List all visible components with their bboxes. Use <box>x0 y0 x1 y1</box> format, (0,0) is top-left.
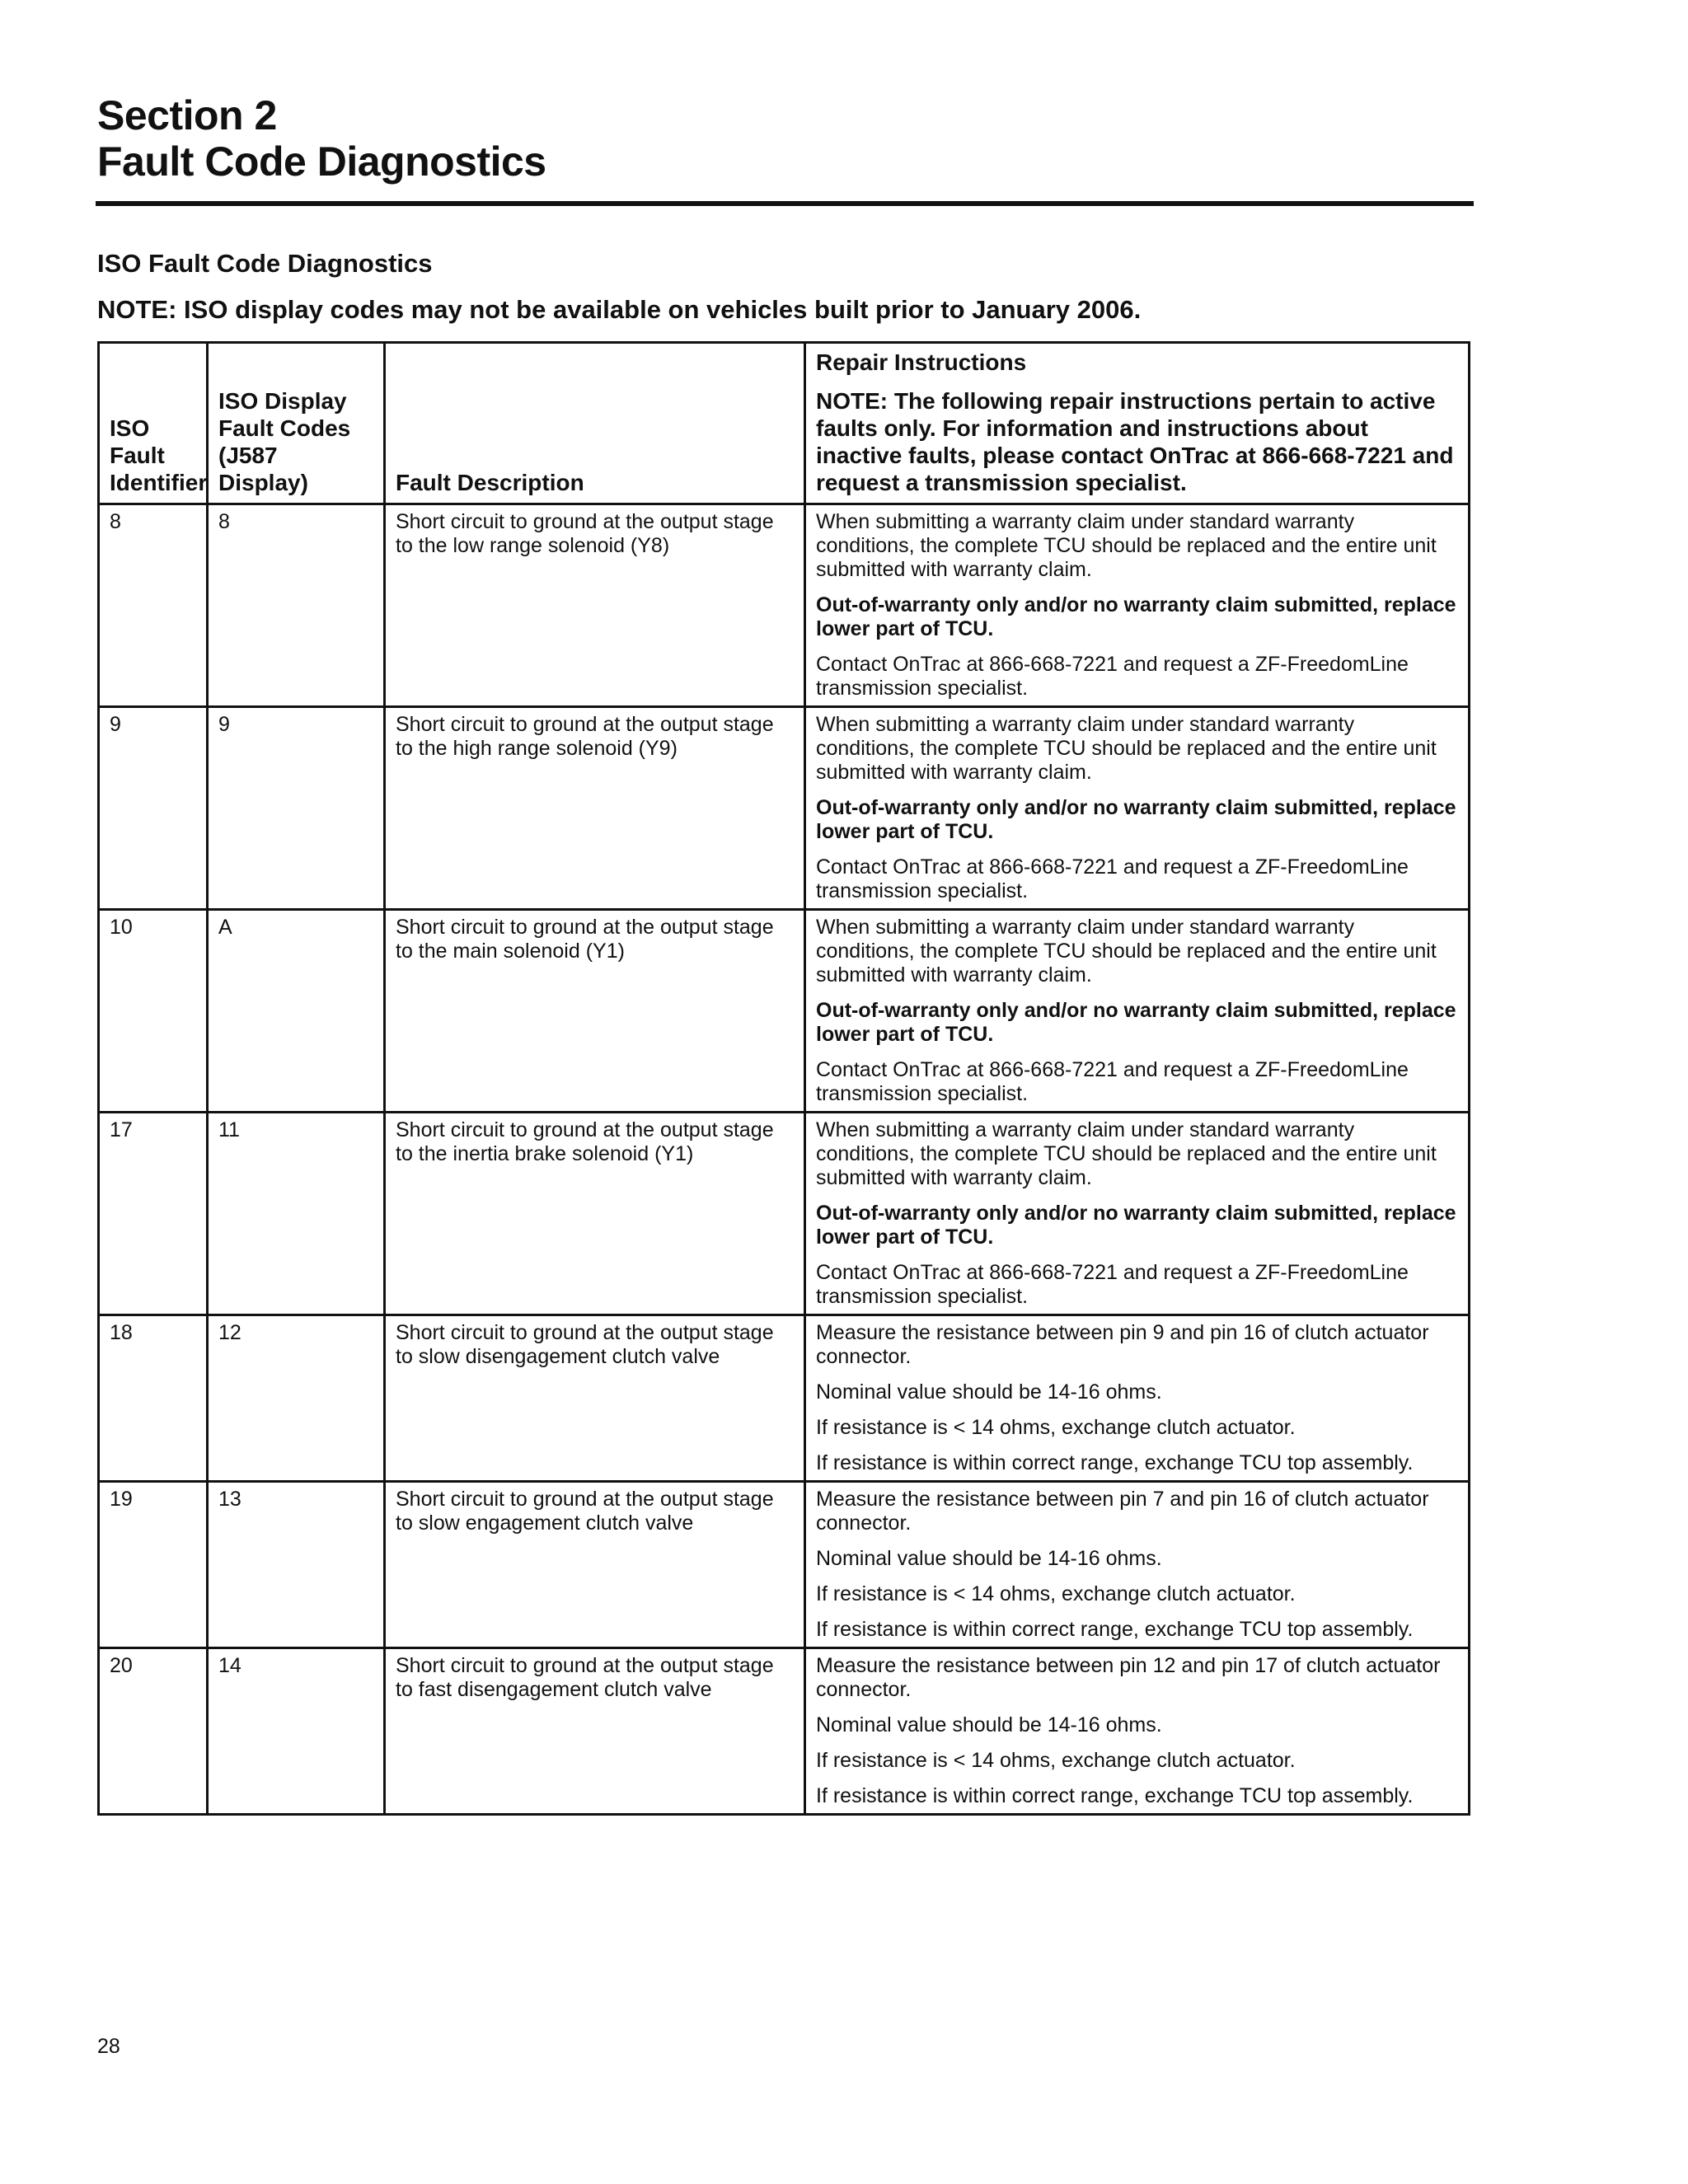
repair-step-bold: Out-of-warranty only and/or no warranty claim submitted, replace lower part of TCU. <box>816 999 1456 1046</box>
header-iso-display-codes: ISO Display Fault Codes (J587 Display) <box>208 343 385 504</box>
repair-step: Nominal value should be 14-16 ohms. <box>816 1547 1162 1570</box>
cell-iso-display-code: 11 <box>208 1113 385 1315</box>
repair-step: Contact OnTrac at 866-668-7221 and request a ZF-FreedomLine transmission specialist. <box>816 653 1409 700</box>
header-iso-fault-identifier: ISO Fault Identifier <box>99 343 208 504</box>
repair-step-bold: Out-of-warranty only and/or no warranty claim submitted, replace lower part of TCU. <box>816 593 1456 640</box>
cell-fault-description: Short circuit to ground at the output stage to slow engagement clutch valve <box>385 1482 805 1648</box>
subheading: ISO Fault Code Diagnostics <box>97 249 433 278</box>
cell-iso-display-code: 13 <box>208 1482 385 1648</box>
table-body <box>99 504 1470 1815</box>
repair-step: Nominal value should be 14-16 ohms. <box>816 1380 1162 1404</box>
repair-step-bold: Out-of-warranty only and/or no warranty claim submitted, replace lower part of TCU. <box>816 1202 1456 1249</box>
cell-iso-display-code: 9 <box>208 707 385 910</box>
repair-step: When submitting a warranty claim under standard warranty conditions, the complete TCU should be replaced and the entire unit submitted with warranty claim. <box>816 916 1437 987</box>
cell-iso-fault-identifier: 10 <box>99 910 208 1113</box>
cell-repair-instructions <box>805 1315 1470 1482</box>
cell-repair-instructions <box>805 1113 1470 1315</box>
cell-fault-description: Short circuit to ground at the output stage to the main solenoid (Y1) <box>385 910 805 1113</box>
table-row <box>99 1648 1470 1815</box>
repair-step: If resistance is < 14 ohms, exchange clutch actuator. <box>816 1749 1296 1772</box>
cell-iso-display-code: 12 <box>208 1315 385 1482</box>
repair-step: Measure the resistance between pin 12 and pin 17 of clutch actuator connector. <box>816 1654 1441 1701</box>
section-header <box>97 92 1474 185</box>
cell-repair-instructions <box>805 1482 1470 1648</box>
vehicle-note: NOTE: ISO display codes may not be available on vehicles built prior to January 2006. <box>97 295 1142 324</box>
cell-fault-description: Short circuit to ground at the output stage to the low range solenoid (Y8) <box>385 504 805 707</box>
repair-step-bold: Out-of-warranty only and/or no warranty claim submitted, replace lower part of TCU. <box>816 796 1456 843</box>
repair-step: If resistance is < 14 ohms, exchange clutch actuator. <box>816 1416 1296 1439</box>
table-row <box>99 504 1470 707</box>
repair-instructions-note: NOTE: The following repair instructions pertain to active faults only. For information and instructions about inactive faults, please contact OnTrac at 866-668-7221 and request a transmission specialist. <box>816 388 1454 495</box>
repair-step: When submitting a warranty claim under standard warranty conditions, the complete TCU should be replaced and the entire unit submitted with warranty claim. <box>816 1118 1437 1189</box>
cell-fault-description: Short circuit to ground at the output stage to fast disengagement clutch valve <box>385 1648 805 1815</box>
repair-instructions-title: Repair Instructions <box>816 349 1027 375</box>
repair-step: Contact OnTrac at 866-668-7221 and request a ZF-FreedomLine transmission specialist. <box>816 1261 1409 1308</box>
cell-fault-description: Short circuit to ground at the output stage to the inertia brake solenoid (Y1) <box>385 1113 805 1315</box>
cell-repair-instructions <box>805 910 1470 1113</box>
header-rule <box>96 201 1474 206</box>
repair-step: Measure the resistance between pin 7 and pin 16 of clutch actuator connector. <box>816 1488 1429 1535</box>
cell-iso-fault-identifier: 9 <box>99 707 208 910</box>
section-number: Section 2 <box>97 92 277 138</box>
cell-repair-instructions <box>805 1648 1470 1815</box>
cell-fault-description: Short circuit to ground at the output stage to the high range solenoid (Y9) <box>385 707 805 910</box>
table-row <box>99 707 1470 910</box>
table-row <box>99 1482 1470 1648</box>
cell-repair-instructions <box>805 504 1470 707</box>
repair-step: When submitting a warranty claim under standard warranty conditions, the complete TCU should be replaced and the entire unit submitted with warranty claim. <box>816 713 1437 784</box>
cell-iso-fault-identifier: 17 <box>99 1113 208 1315</box>
cell-iso-fault-identifier: 18 <box>99 1315 208 1482</box>
header-repair-instructions <box>805 343 1470 504</box>
header-fault-description: Fault Description <box>385 343 805 504</box>
repair-step: Nominal value should be 14-16 ohms. <box>816 1713 1162 1736</box>
repair-step: Measure the resistance between pin 9 and pin 16 of clutch actuator connector. <box>816 1321 1429 1368</box>
table-row <box>99 1315 1470 1482</box>
cell-iso-fault-identifier: 19 <box>99 1482 208 1648</box>
table-row <box>99 1113 1470 1315</box>
cell-fault-description: Short circuit to ground at the output stage to slow disengagement clutch valve <box>385 1315 805 1482</box>
cell-iso-display-code: 8 <box>208 504 385 707</box>
cell-iso-fault-identifier: 8 <box>99 504 208 707</box>
cell-iso-fault-identifier: 20 <box>99 1648 208 1815</box>
table-row <box>99 910 1470 1113</box>
repair-step: Contact OnTrac at 866-668-7221 and request a ZF-FreedomLine transmission specialist. <box>816 1058 1409 1105</box>
repair-step: Contact OnTrac at 866-668-7221 and request a ZF-FreedomLine transmission specialist. <box>816 855 1409 902</box>
repair-step: If resistance is < 14 ohms, exchange clutch actuator. <box>816 1582 1296 1605</box>
cell-repair-instructions <box>805 707 1470 910</box>
repair-step: If resistance is within correct range, exchange TCU top assembly. <box>816 1451 1414 1474</box>
section-title: Fault Code Diagnostics <box>97 138 546 185</box>
table-header-row <box>99 343 1470 504</box>
cell-iso-display-code: 14 <box>208 1648 385 1815</box>
repair-step: When submitting a warranty claim under standard warranty conditions, the complete TCU should be replaced and the entire unit submitted with warranty claim. <box>816 510 1437 581</box>
cell-iso-display-code: A <box>208 910 385 1113</box>
fault-code-table <box>97 341 1470 1816</box>
page-number: 28 <box>97 2035 120 2058</box>
repair-step: If resistance is within correct range, exchange TCU top assembly. <box>816 1618 1414 1641</box>
repair-step: If resistance is within correct range, exchange TCU top assembly. <box>816 1784 1414 1807</box>
